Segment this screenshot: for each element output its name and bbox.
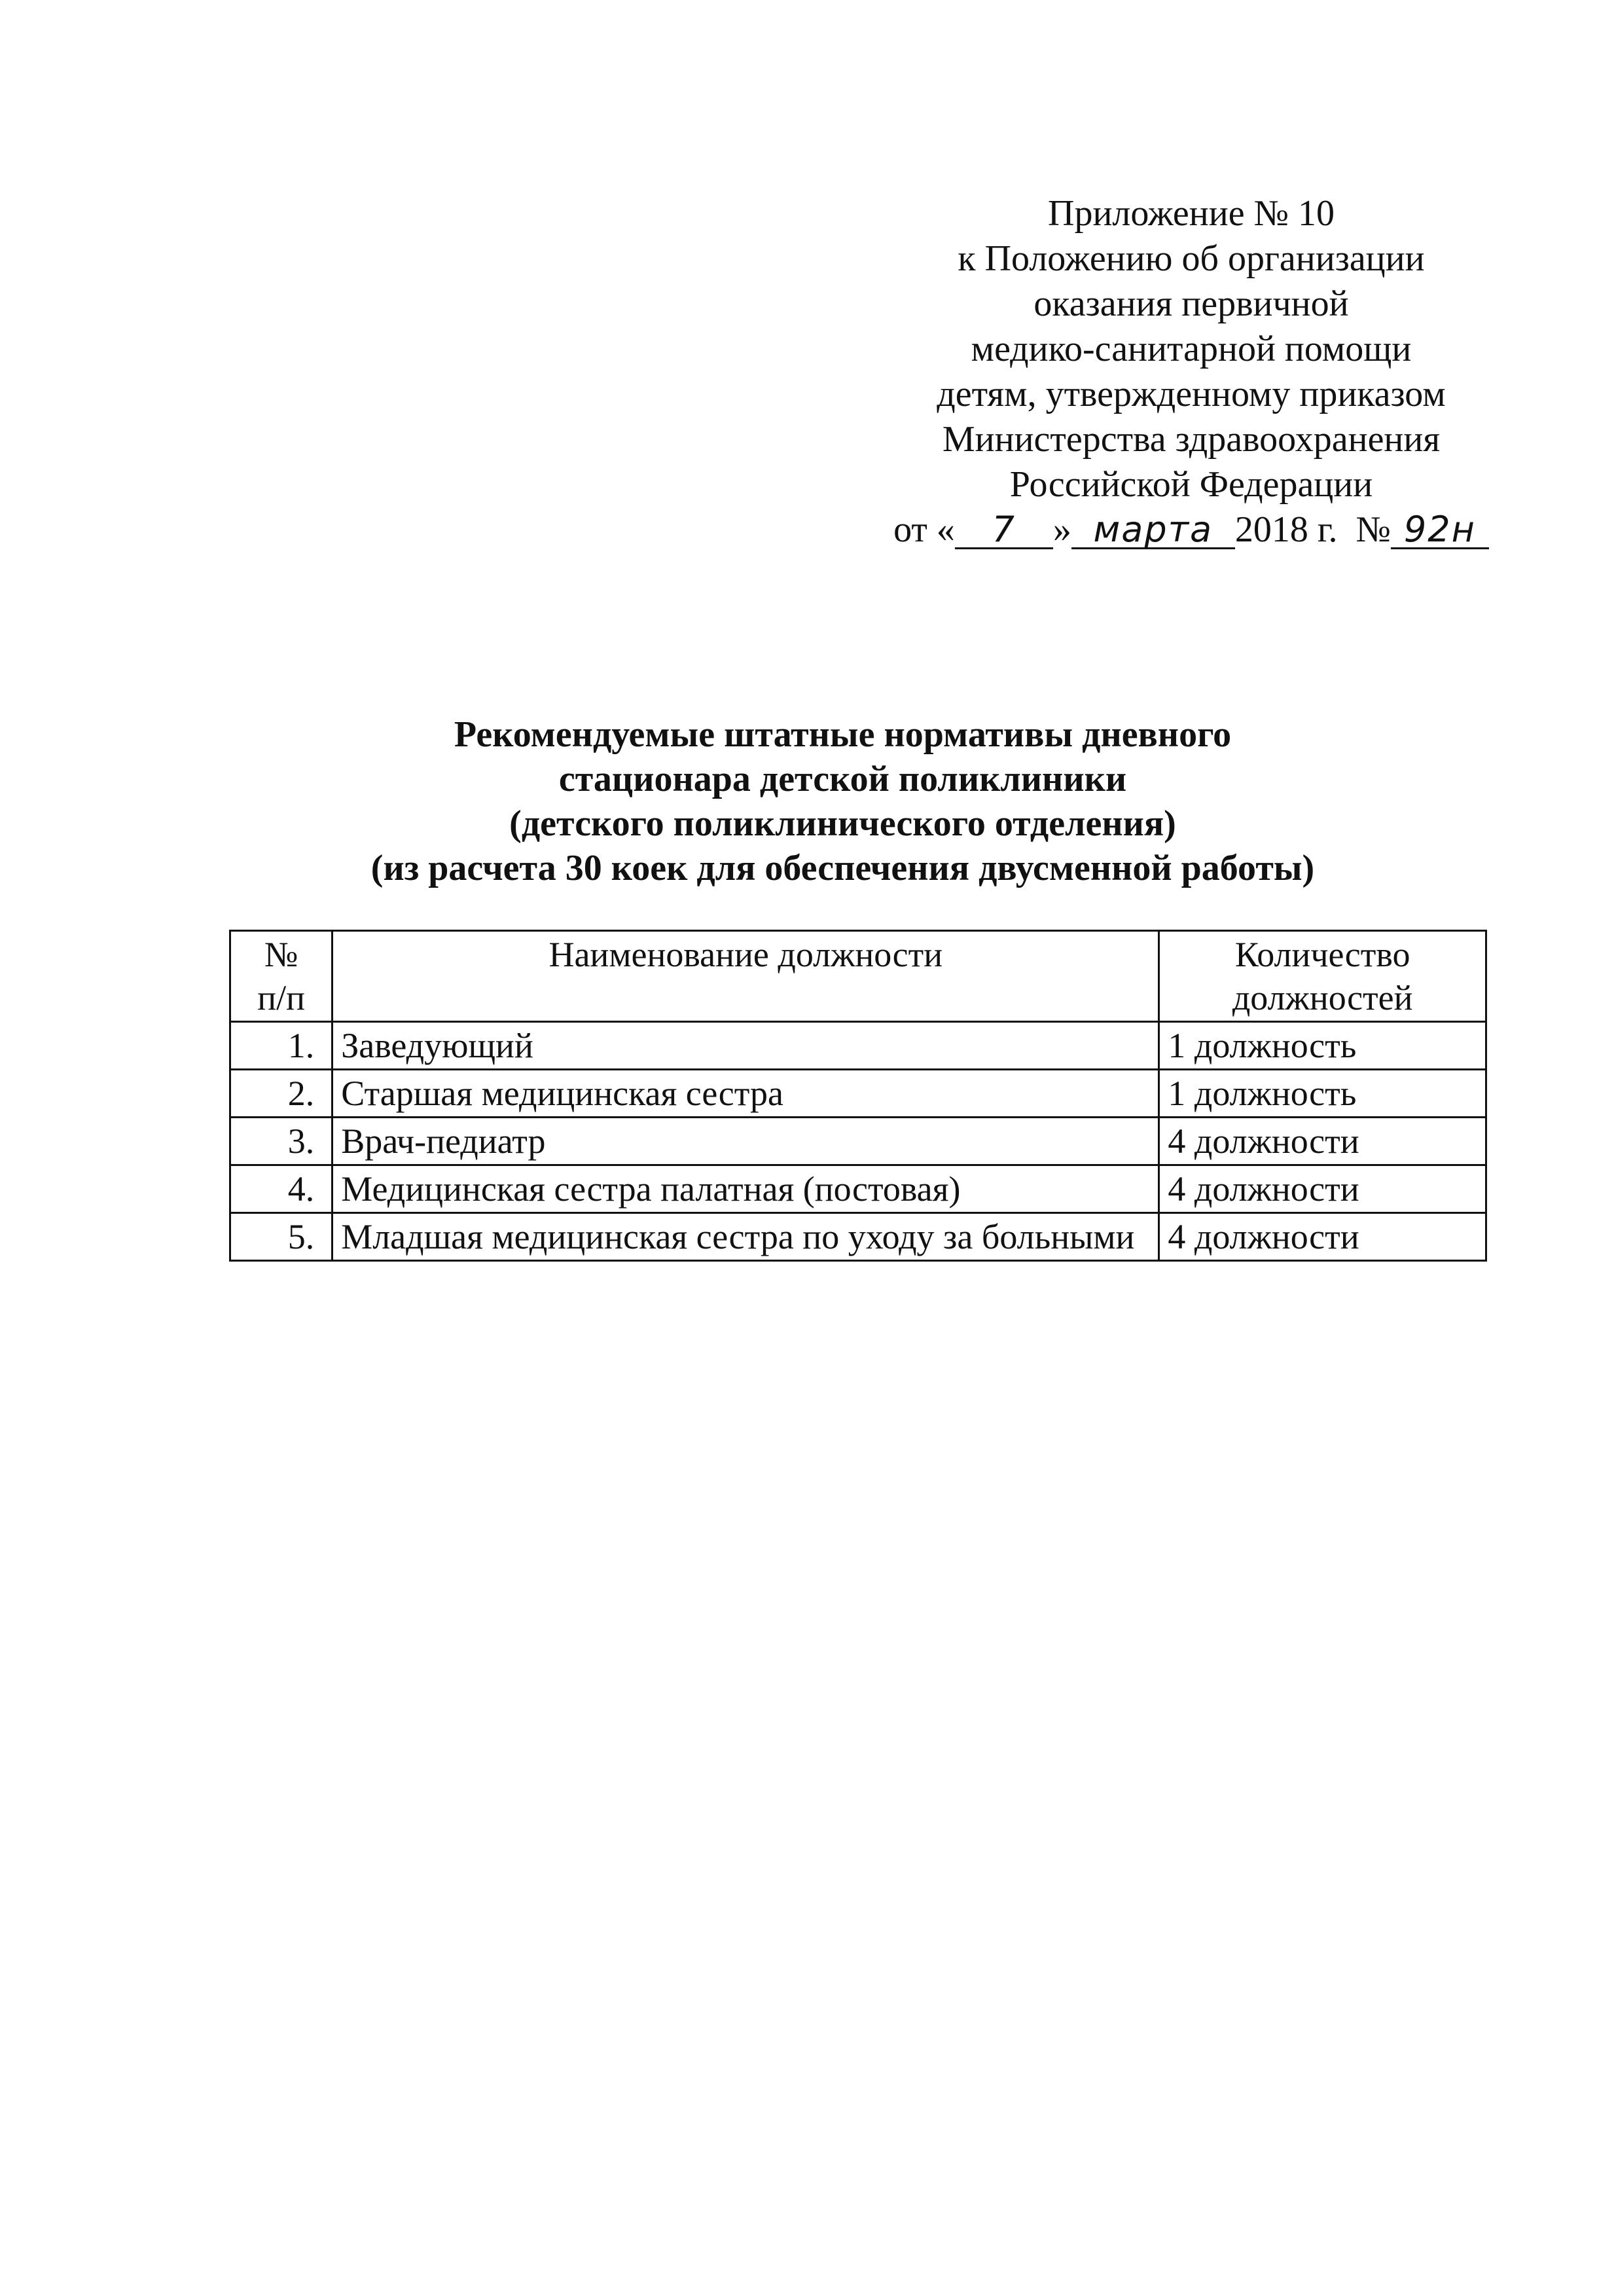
- order-date-line: [851, 507, 1532, 553]
- row-number: 1.: [230, 1022, 332, 1070]
- appendix-title: Приложение № 10: [1048, 193, 1335, 234]
- appendix-line-6: Министерства здравоохранения: [942, 419, 1441, 460]
- position-quantity: 4 должности: [1159, 1213, 1486, 1261]
- header-num-line1: №: [264, 935, 298, 974]
- table-row: [230, 1070, 1486, 1118]
- row-number: 2.: [230, 1070, 332, 1118]
- date-prefix: от «: [893, 509, 955, 550]
- appendix-line-7: Российской Федерации: [1009, 464, 1373, 505]
- table-row: [230, 1213, 1486, 1261]
- table-row: [230, 1022, 1486, 1070]
- header-position-name: Наименование должности: [332, 931, 1159, 1022]
- date-year: 2018 г.: [1234, 509, 1338, 550]
- title-line-3: (детского поликлинического отделения): [509, 803, 1176, 844]
- date-day-handwritten: 7: [955, 512, 1053, 549]
- number-sign: №: [1356, 509, 1391, 550]
- table-row: [230, 1118, 1486, 1165]
- staffing-table: [229, 930, 1487, 1262]
- position-quantity: 4 должности: [1159, 1118, 1486, 1165]
- appendix-line-2: к Положению об организации: [958, 238, 1425, 279]
- table-header-row: [230, 931, 1486, 1022]
- position-name: Медицинская сестра палатная (постовая): [332, 1165, 1159, 1213]
- header-qty-line2: должностей: [1232, 978, 1413, 1017]
- table-row: [230, 1165, 1486, 1213]
- position-name: Старшая медицинская сестра: [332, 1070, 1159, 1118]
- header-qty-line1: Количество: [1234, 935, 1410, 974]
- appendix-line-3: оказания первичной: [1033, 283, 1349, 324]
- appendix-line-4: медико-санитарной помощи: [971, 329, 1412, 369]
- row-number: 4.: [230, 1165, 332, 1213]
- header-num-line2: п/п: [257, 978, 305, 1017]
- position-name: Врач-педиатр: [332, 1118, 1159, 1165]
- position-name: Младшая медицинская сестра по уходу за больными: [332, 1213, 1159, 1261]
- row-number: 3.: [230, 1118, 332, 1165]
- order-number-handwritten: 92н: [1391, 512, 1489, 549]
- document-title: [196, 712, 1489, 890]
- row-number: 5.: [230, 1213, 332, 1261]
- title-line-4: (из расчета 30 коек для обеспечения двусменной работы): [370, 848, 1315, 888]
- position-quantity: 4 должности: [1159, 1165, 1486, 1213]
- position-name: Заведующий: [332, 1022, 1159, 1070]
- position-quantity: 1 должность: [1159, 1022, 1486, 1070]
- date-month-handwritten: марта: [1071, 512, 1235, 549]
- position-quantity: 1 должность: [1159, 1070, 1486, 1118]
- header-num: [230, 931, 332, 1022]
- title-line-1: Рекомендуемые штатные нормативы дневного: [454, 714, 1232, 755]
- date-mid: »: [1052, 509, 1071, 550]
- appendix-line-5: детям, утвержденному приказом: [937, 374, 1446, 414]
- header-quantity: [1159, 931, 1486, 1022]
- appendix-header: [851, 191, 1532, 553]
- title-line-2: стационара детской поликлиники: [558, 759, 1127, 799]
